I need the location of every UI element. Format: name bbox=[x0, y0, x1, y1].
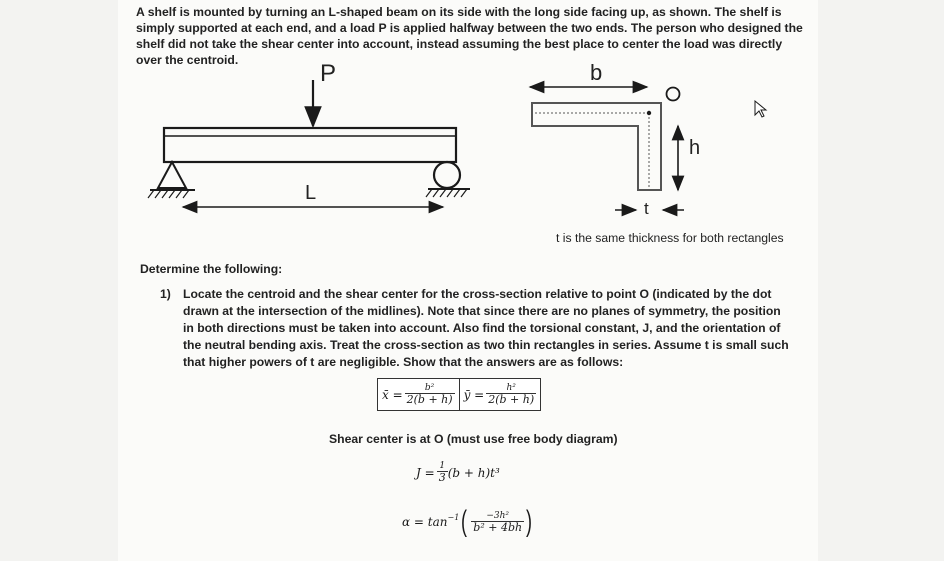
alpha-denominator: b² + 4bh bbox=[473, 520, 523, 534]
length-label: L bbox=[305, 182, 317, 204]
alpha-fraction bbox=[471, 511, 524, 534]
ybar-denominator: 2(b + h) bbox=[488, 393, 535, 406]
cross-section-diagram bbox=[530, 87, 766, 210]
pin-hatch bbox=[148, 190, 189, 198]
alpha-lhs: α = tan bbox=[402, 515, 448, 529]
torsion-constant-formula bbox=[416, 461, 500, 484]
question-text: Locate the centroid and the shear center for the cross-section relative to point O (indicated by the dot drawn at the intersection of the midlines). Note that since there are no planes of symmetry, the position in both directions must be taken into account. Also find the torsional constant, J, and the orientation of the neutral bending axis. Treat the cross-section as two thin rectangles in series. Assume t is small such that higher powers of t are negligible. Show that the answers are as follows: bbox=[183, 287, 789, 369]
load-label: P bbox=[320, 60, 337, 87]
question-number: 1) bbox=[160, 287, 171, 301]
ybar-fraction bbox=[486, 383, 536, 406]
neutral-axis-formula bbox=[402, 507, 534, 537]
j-rest: (b + h)t³ bbox=[447, 465, 500, 480]
l-section-outline bbox=[532, 103, 661, 190]
shear-center-statement: Shear center is at O (must use free body diagram) bbox=[329, 432, 618, 446]
centroid-answer-boxes bbox=[377, 378, 541, 412]
xbar-fraction bbox=[405, 383, 455, 406]
ybar-numerator: h² bbox=[506, 383, 516, 393]
j-fraction bbox=[437, 461, 448, 484]
xbar-lhs: x̄ = bbox=[382, 387, 403, 402]
pin-support bbox=[158, 162, 186, 188]
width-label: b bbox=[590, 60, 603, 85]
left-paren: ( bbox=[461, 505, 468, 538]
alpha-numerator: −3h² bbox=[486, 510, 510, 521]
xbar-denominator: 2(b + h) bbox=[406, 393, 453, 406]
beam-outline bbox=[164, 128, 456, 162]
j-numerator: 1 bbox=[439, 461, 446, 471]
ybar-box bbox=[460, 378, 542, 411]
right-paren: ) bbox=[526, 505, 533, 538]
point-o-dot bbox=[647, 111, 651, 115]
thickness-label: t bbox=[644, 199, 649, 218]
thickness-note: t is the same thickness for both rectangles bbox=[556, 231, 784, 245]
alpha-superscript: −1 bbox=[447, 513, 460, 522]
problem-intro: A shelf is mounted by turning an L-shaped beam on its side with the long side facing up, as shown. The shelf is simply supported at each end, and a load P is applied halfway between the two ends. The person who designed the shelf did not take the shear center into account, instead assuming the best place to center the load was directly over the centroid. bbox=[136, 5, 803, 67]
roller-hatch bbox=[426, 189, 467, 197]
xbar-box bbox=[377, 378, 460, 411]
xbar-numerator: b² bbox=[424, 383, 435, 393]
ybar-lhs: ȳ = bbox=[463, 387, 485, 402]
height-label: h bbox=[689, 137, 701, 159]
roller-support bbox=[434, 162, 460, 188]
j-denominator: 3 bbox=[438, 471, 446, 484]
mouse-pointer-icon bbox=[755, 101, 766, 117]
determine-heading: Determine the following: bbox=[140, 262, 283, 276]
point-o-label-circle bbox=[667, 88, 680, 101]
j-lhs: J = bbox=[416, 465, 435, 480]
